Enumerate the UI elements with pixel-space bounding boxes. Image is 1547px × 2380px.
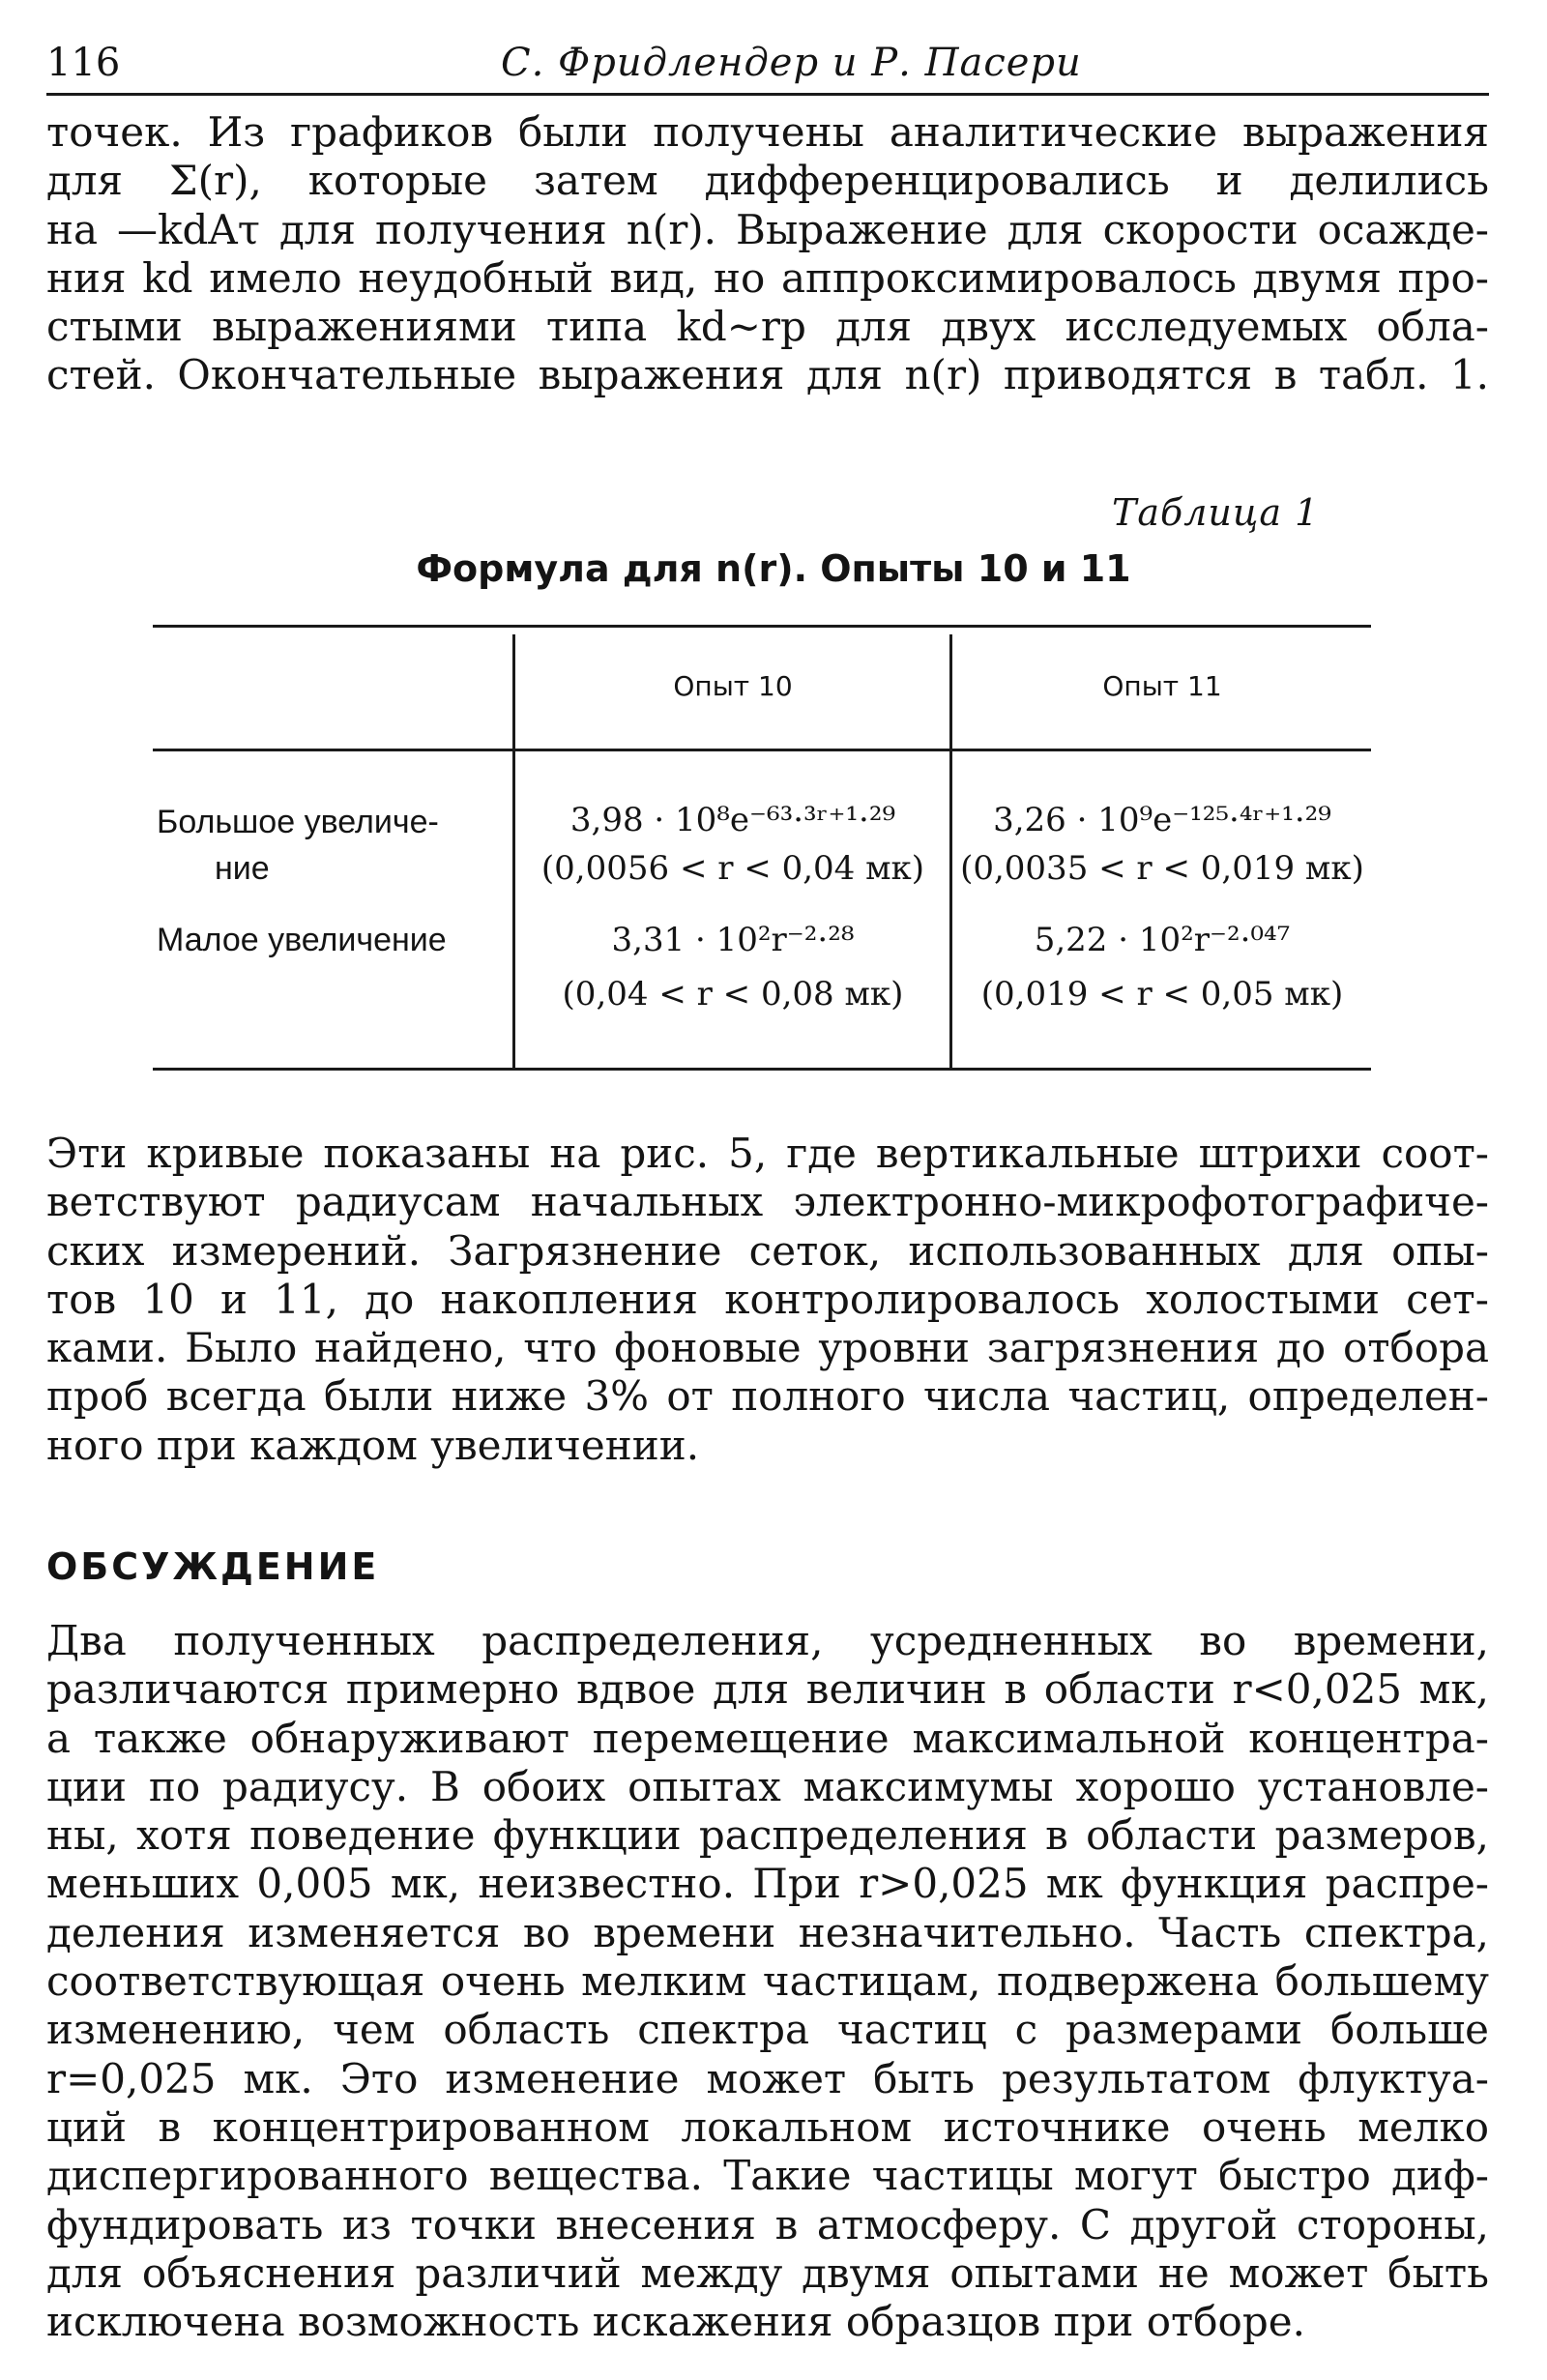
page-header <box>46 41 1489 101</box>
row-label-large-magnification: Большое увеличе- <box>157 804 439 840</box>
section-heading: ОБСУЖДЕНИЕ <box>46 1545 380 1588</box>
running-head: С. Фридлендер и Р. Пасери <box>501 41 1082 85</box>
text-line: различаются примерно вдвое для величин в области r<0,025 мк, <box>46 1665 1489 1714</box>
text-line: для объяснения различий между двумя опытами не может быть <box>46 2248 1489 2297</box>
text-line: Два полученных распределения, усредненных во времени, <box>46 1617 1489 1664</box>
table-top-rule <box>153 625 1371 628</box>
text-line: стыми выражениями типа kd~rp для двух исследуемых обла- <box>46 303 1489 351</box>
text-line: а также обнаруживают перемещение максимальной концентра- <box>46 1714 1489 1762</box>
text-line: стей. Окончательные выражения для n(r) приводятся в табл. 1. <box>46 351 1489 399</box>
text-line: ветствуют радиусам начальных электронно-микрофотографиче- <box>46 1178 1489 1226</box>
column-header-opyt-11: Опыт 11 <box>1102 670 1222 702</box>
text-line: для Σ(r), которые затем дифференцировались и делились <box>46 157 1489 205</box>
range-cell: (0,019 < r < 0,05 мк) <box>980 975 1344 1014</box>
text-line: ских измерений. Загрязнение сеток, использованных для опы- <box>46 1226 1489 1275</box>
range-cell: (0,0056 < r < 0,04 мк) <box>540 849 925 888</box>
row-label-small-magnification: Малое увеличение <box>157 922 447 958</box>
header-rule <box>46 93 1489 96</box>
formula-table <box>153 621 1371 1072</box>
text-line: ций в концентрированном локальном источнике очень мелко <box>46 2102 1489 2151</box>
paragraph-1 <box>46 108 1489 400</box>
formula-cell: 3,31 · 10²r⁻²·²⁸ <box>611 921 855 959</box>
range-cell: (0,0035 < r < 0,019 мк) <box>960 849 1364 888</box>
text-line: тов 10 и 11, до накопления контролировалось холостыми сет- <box>46 1275 1489 1323</box>
table-header-rule <box>153 749 1371 751</box>
text-line: меньших 0,005 мк, неизвестно. При r>0,025 мк функция распре- <box>46 1860 1489 1908</box>
text-line: соответствующая очень мелким частицам, подвержена большему <box>46 1957 1489 2006</box>
text-line: фундировать из точки внесения в атмосферу. С другой стороны, <box>46 2200 1489 2248</box>
formula-cell: 3,26 · 10⁹e⁻¹²⁵·⁴ʳ⁺¹·²⁹ <box>993 801 1331 839</box>
text-line: ния kd имело неудобный вид, но аппроксимировалось двумя про- <box>46 253 1489 302</box>
text-line: исключена возможность искажения образцов при отборе. <box>46 2298 1305 2346</box>
table-caption: Таблица 1 <box>1112 491 1320 534</box>
text-line: ны, хотя поведение функции распределения в области размеров, <box>46 1811 1489 1860</box>
row-label-large-magnification-cont: ние <box>215 850 270 887</box>
text-line: точек. Из графиков были получены аналитические выражения <box>46 108 1489 156</box>
formula-cell: 5,22 · 10²r⁻²·⁰⁴⁷ <box>1034 921 1291 959</box>
text-line: на —kdAτ для получения n(r). Выражение для скорости осажде- <box>46 205 1489 253</box>
text-line: изменению, чем область спектра частиц с размерами больше <box>46 2006 1489 2054</box>
text-line: ного при каждом увеличении. <box>46 1421 700 1469</box>
text-line: диспергированного вещества. Такие частицы могут быстро диф- <box>46 2152 1489 2200</box>
table-bottom-rule <box>153 1068 1371 1071</box>
text-line: Эти кривые показаны на рис. 5, где вертикальные штрихи соот- <box>46 1130 1489 1177</box>
text-line: r=0,025 мк. Это изменение может быть результатом флуктуа- <box>46 2054 1489 2102</box>
table-column-divider <box>512 634 515 1070</box>
text-line: ции по радиусу. В обоих опытах максимумы хорошо установле- <box>46 1762 1489 1810</box>
text-line: ками. Было найдено, что фоновые уровни загрязнения до отбора <box>46 1324 1489 1372</box>
table-title: Формула для n(r). Опыты 10 и 11 <box>416 547 1131 590</box>
column-header-opyt-10: Опыт 10 <box>673 670 793 702</box>
text-line: деления изменяется во времени незначительно. Часть спектра, <box>46 1908 1489 1956</box>
text-line: проб всегда были ниже 3% от полного числа частиц, определен- <box>46 1372 1489 1421</box>
paragraph-2 <box>46 1130 1489 1470</box>
page-number: 116 <box>46 41 121 85</box>
table-column-divider <box>949 634 952 1070</box>
formula-cell: 3,98 · 10⁸e⁻⁶³·³ʳ⁺¹·²⁹ <box>569 801 896 839</box>
paragraph-3 <box>46 1617 1489 2346</box>
range-cell: (0,04 < r < 0,08 мк) <box>562 975 904 1014</box>
